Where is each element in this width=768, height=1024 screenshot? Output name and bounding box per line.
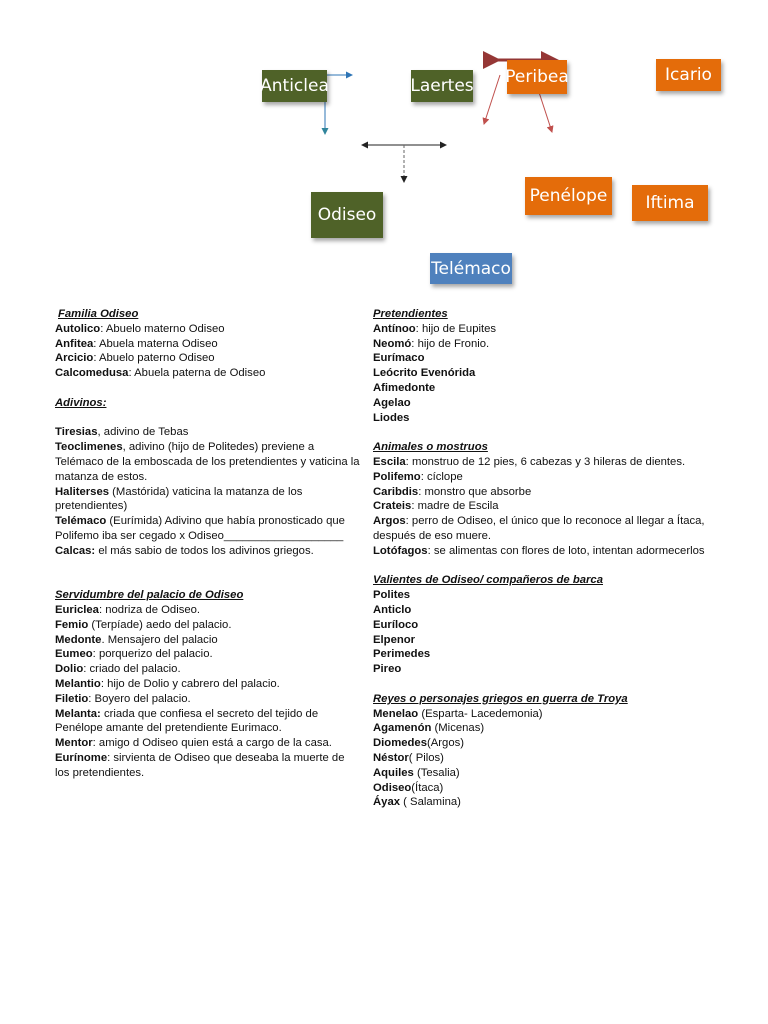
list-item: Arcicio: Abuelo paterno Odiseo bbox=[55, 352, 215, 365]
right-column bbox=[373, 307, 713, 810]
list-item: Leócrito Evenórida bbox=[373, 367, 476, 380]
section-title-servidumbre: Servidumbre del palacio de Odiseo bbox=[55, 589, 244, 602]
list-item: Euríloco bbox=[373, 618, 419, 631]
list-item: Argos: perro de Odiseo, el único que lo reconoce al llegar a Ítaca, después de eso muere. bbox=[373, 515, 705, 542]
list-item: Aquiles (Tesalia) bbox=[373, 766, 460, 779]
list-item: Tiresias, adivino de Tebas bbox=[55, 426, 189, 439]
list-item: Autolico: Abuelo materno Odiseo bbox=[55, 322, 225, 335]
list-item: Áyax ( Salamina) bbox=[373, 796, 461, 809]
diagram-connectors bbox=[0, 0, 768, 300]
section-title-pretendientes: Pretendientes bbox=[373, 308, 448, 320]
list-item: Anfitea: Abuela materna Odiseo bbox=[55, 337, 218, 350]
box-telemaco bbox=[430, 253, 512, 284]
section-title-adivinos: Adivinos: bbox=[55, 396, 107, 409]
list-item: Afimedonte bbox=[373, 381, 436, 394]
list-item: Perimedes bbox=[373, 648, 431, 661]
list-item: Telémaco (Eurímida) Adivino que había pronosticado que Polifemo iba ser cegado x Odiseo___________________ bbox=[55, 515, 345, 542]
box-icario-label: Icario bbox=[665, 65, 712, 85]
list-item: Agamenón (Micenas) bbox=[373, 722, 485, 735]
list-item: Dolio: criado del palacio. bbox=[55, 663, 181, 676]
box-icario bbox=[656, 59, 721, 91]
laertes-peribea-arrow bbox=[484, 75, 500, 124]
list-item: Caribdis: monstro que absorbe bbox=[373, 485, 532, 498]
box-laertes bbox=[411, 70, 473, 102]
list-item: Mentor: amigo d Odiseo quien está a cargo de la casa. bbox=[55, 737, 332, 750]
list-item: Femio (Terpíade) aedo del palacio. bbox=[55, 618, 232, 631]
section-title-familia: Familia Odiseo bbox=[58, 308, 139, 320]
left-column bbox=[55, 307, 361, 781]
list-item: Polifemo: cíclope bbox=[373, 470, 463, 483]
list-item: Melanta: criada que confiesa el secreto del tejido de Penélope amante del pretendiente Eurimaco. bbox=[55, 707, 319, 735]
list-item: Elpenor bbox=[373, 633, 416, 646]
list-item: Néstor( Pilos) bbox=[373, 751, 444, 764]
list-item: Eurímaco bbox=[373, 352, 425, 365]
list-item: Calcomedusa: Abuela paterna de Odiseo bbox=[55, 367, 266, 380]
section-title-animales: Animales o mostruos bbox=[373, 441, 488, 454]
box-iftima-label: Iftima bbox=[645, 193, 695, 213]
list-item: Filetio: Boyero del palacio. bbox=[55, 692, 191, 705]
list-item: Escila: monstruo de 12 pies, 6 cabezas y 3 hileras de dientes. bbox=[373, 455, 686, 468]
list-item: Polites bbox=[373, 589, 411, 602]
box-anticlea-label: Anticlea bbox=[260, 76, 329, 96]
list-item: Odiseo(Ítaca) bbox=[373, 781, 444, 794]
list-item: Euriclea: nodriza de Odiseo. bbox=[55, 603, 201, 616]
box-anticlea bbox=[262, 70, 327, 102]
list-item: Agelao bbox=[373, 396, 411, 409]
list-item: Anticlo bbox=[373, 603, 412, 616]
list-item: Liodes bbox=[373, 411, 410, 424]
box-peribea bbox=[507, 60, 567, 94]
box-telemaco-label: Telémaco bbox=[431, 258, 511, 279]
list-item: Eurínome: sirvienta de Odiseo que deseaba la muerte de los pretendientes. bbox=[55, 751, 345, 779]
box-penelope bbox=[525, 177, 612, 215]
list-item: Crateis: madre de Escila bbox=[373, 500, 499, 513]
list-item: Medonte. Mensajero del palacio bbox=[55, 633, 218, 646]
list-item: Lotófagos: se alimentas con flores de loto, intentan adormecerlos bbox=[373, 544, 705, 557]
list-item: Neomó: hijo de Fronio. bbox=[373, 337, 490, 350]
list-item: Pireo bbox=[373, 663, 402, 676]
box-odiseo-label: Odiseo bbox=[317, 205, 377, 225]
box-penelope-label: Penélope bbox=[529, 186, 608, 206]
box-peribea-label: Peribea bbox=[505, 67, 569, 87]
list-item: Teoclimenes, adivino (hijo de Politedes) previene a Telémaco de la emboscada de los pretendientes y vaticina la matanza de estos. bbox=[55, 441, 360, 483]
box-iftima bbox=[632, 185, 708, 221]
section-title-reyes: Reyes o personajes griegos en guerra de Troya bbox=[373, 692, 628, 705]
box-laertes-label: Laertes bbox=[410, 76, 474, 96]
section-title-valientes: Valientes de Odiseo/ compañeros de barca bbox=[373, 574, 603, 587]
box-odiseo bbox=[311, 192, 383, 238]
list-item: Diomedes(Argos) bbox=[373, 737, 465, 750]
list-item: Melantio: hijo de Dolio y cabrero del palacio. bbox=[55, 677, 280, 690]
list-item: Haliterses (Mastórida) vaticina la matanza de los pretendientes) bbox=[55, 485, 303, 513]
list-item: Menelao (Esparta- Lacedemonia) bbox=[373, 707, 543, 720]
list-item: Eumeo: porquerizo del palacio. bbox=[55, 648, 213, 661]
list-item: Calcas: el más sabio de todos los adivinos griegos. bbox=[55, 544, 314, 557]
list-item: Antínoo: hijo de Eupites bbox=[373, 322, 497, 335]
